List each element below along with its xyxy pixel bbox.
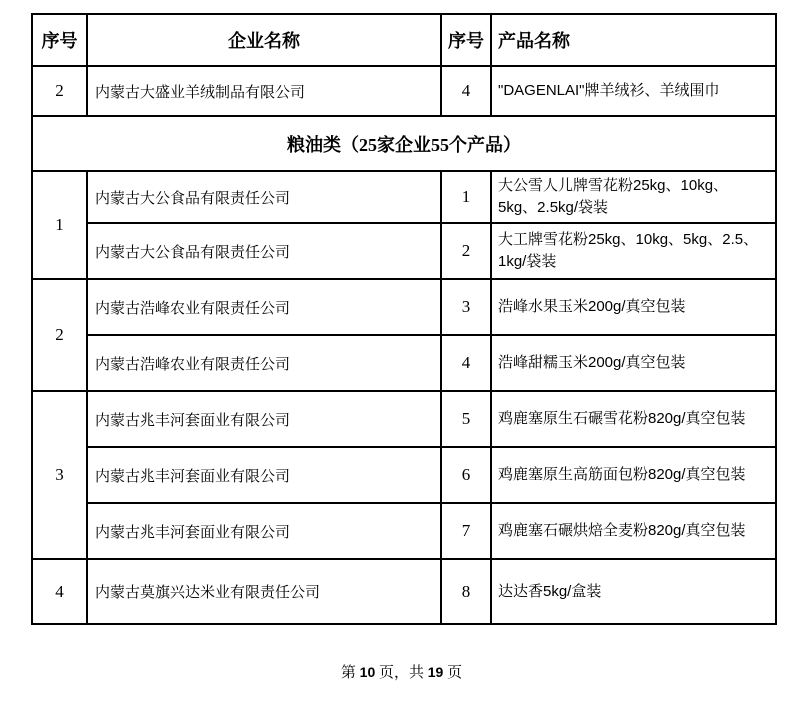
company-number-cell: 4 (32, 559, 87, 624)
header-product-name: 产品名称 (491, 14, 776, 66)
table-header-row (32, 14, 776, 66)
table-row (32, 171, 776, 223)
product-name-cell: 鸡鹿塞石碾烘焙全麦粉820g/真空包装 (491, 503, 776, 559)
product-name-cell: 大工牌雪花粉25kg、10kg、5kg、2.5、1kg/袋装 (491, 223, 776, 279)
header-serial-number-1: 序号 (32, 14, 87, 66)
company-number-cell: 2 (32, 279, 87, 391)
company-number-cell: 2 (32, 66, 87, 116)
company-name-cell: 内蒙古大公食品有限责任公司 (87, 171, 441, 223)
company-name-cell: 内蒙古兆丰河套面业有限公司 (87, 503, 441, 559)
product-name-cell: 浩峰水果玉米200g/真空包装 (491, 279, 776, 335)
company-product-table (31, 13, 777, 625)
company-name-cell: 内蒙古浩峰农业有限责任公司 (87, 335, 441, 391)
table-row (32, 279, 776, 335)
product-number-cell: 4 (441, 66, 491, 116)
company-name-cell: 内蒙古莫旗兴达米业有限责任公司 (87, 559, 441, 624)
product-number-cell: 6 (441, 447, 491, 503)
table-row (32, 447, 776, 503)
footer-page-number: 10 (359, 664, 376, 680)
company-name-cell: 内蒙古大盛业羊绒制品有限公司 (87, 66, 441, 116)
company-number-cell: 3 (32, 391, 87, 559)
product-number-cell: 5 (441, 391, 491, 447)
product-name-cell: 鸡鹿塞原生石碾雪花粉820g/真空包装 (491, 391, 776, 447)
footer-total-pages: 19 (427, 664, 444, 680)
product-name-cell: 大公雪人儿牌雪花粉25kg、10kg、5kg、2.5kg/袋装 (491, 171, 776, 223)
company-name-cell: 内蒙古浩峰农业有限责任公司 (87, 279, 441, 335)
product-number-cell: 7 (441, 503, 491, 559)
section-title: 粮油类（25家企业55个产品） (32, 116, 776, 171)
table-row (32, 66, 776, 116)
company-number-cell: 1 (32, 171, 87, 279)
product-name-cell: 达达香5kg/盒装 (491, 559, 776, 624)
table-row (32, 503, 776, 559)
table-row (32, 559, 776, 624)
product-name-cell: 鸡鹿塞原生高筋面包粉820g/真空包装 (491, 447, 776, 503)
table-row (32, 391, 776, 447)
product-number-cell: 1 (441, 171, 491, 223)
footer-text: 第 (340, 665, 360, 681)
footer-text: 页 (443, 665, 463, 681)
page-footer (0, 661, 803, 682)
product-number-cell: 3 (441, 279, 491, 335)
company-name-cell: 内蒙古兆丰河套面业有限公司 (87, 391, 441, 447)
company-name-cell: 内蒙古兆丰河套面业有限公司 (87, 447, 441, 503)
table-row (32, 223, 776, 279)
table-row (32, 335, 776, 391)
header-company-name: 企业名称 (87, 14, 441, 66)
company-name-cell: 内蒙古大公食品有限责任公司 (87, 223, 441, 279)
section-header-row (32, 116, 776, 171)
product-name-cell: "DAGENLAI"牌羊绒衫、羊绒围巾 (491, 66, 776, 116)
header-serial-number-2: 序号 (441, 14, 491, 66)
product-name-cell: 浩峰甜糯玉米200g/真空包装 (491, 335, 776, 391)
product-number-cell: 8 (441, 559, 491, 624)
footer-text: 页，共 (375, 665, 428, 681)
product-number-cell: 4 (441, 335, 491, 391)
product-number-cell: 2 (441, 223, 491, 279)
